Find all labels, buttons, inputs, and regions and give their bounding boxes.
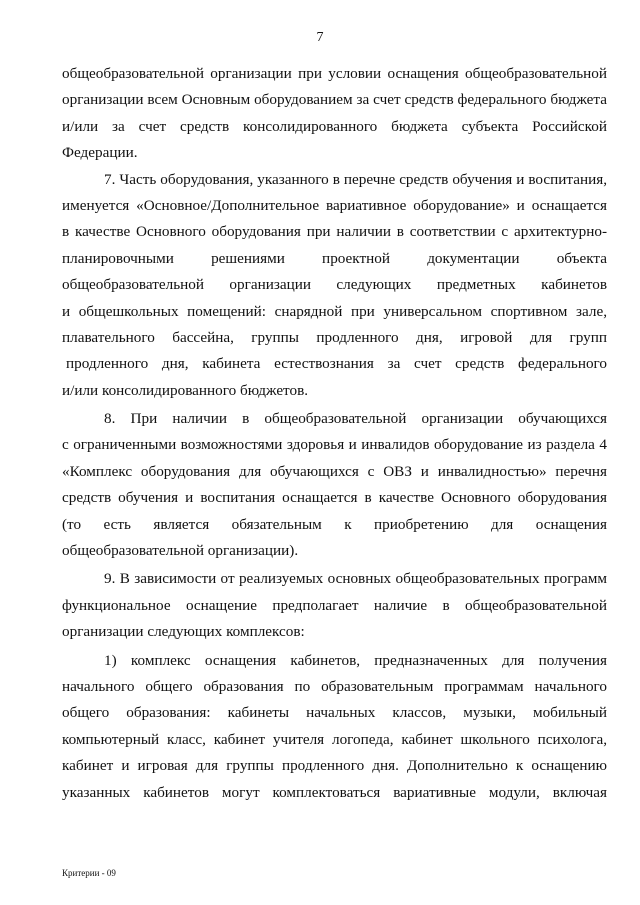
text-line: функциональное оснащение предполагает наличие в общеобразовательной xyxy=(62,596,607,614)
text-line: начального общего образования по образовательным программам начального xyxy=(62,677,607,695)
paragraph-7-line: 7. Часть оборудования, указанного в перечне средств обучения и воспитания, xyxy=(104,170,607,188)
text-line: и/или консолидированного бюджетов. xyxy=(62,381,309,399)
text-line: организации всем Основным оборудованием за счет средств федерального бюджета xyxy=(62,91,607,109)
text-line: плавательного бассейна, группы продленного дня, игровой для групп xyxy=(62,328,607,346)
text-line: компьютерный класс, кабинет учителя логопеда, кабинет школьного психолога, xyxy=(62,730,607,748)
paragraph-9-line: 9. В зависимости от реализуемых основных общеобразовательных программ xyxy=(104,570,607,588)
text-line: продленного дня, кабинета естествознания за счет средств федерального xyxy=(66,355,607,373)
text-line: общего образования: кабинеты начальных классов, музыки, мобильный xyxy=(62,704,607,722)
text-line: в качестве Основного оборудования при наличии в соответствии с архитектурно- xyxy=(62,223,607,241)
text-line: кабинет и игровая для группы продленного дня. Дополнительно к оснащению xyxy=(62,757,607,775)
text-line: общеобразовательной организации следующих предметных кабинетов xyxy=(62,276,607,294)
paragraph-8-line: 8. При наличии в общеобразовательной организации обучающихся xyxy=(104,410,607,428)
text-line: средств обучения и воспитания оснащается в качестве Основного оборудования xyxy=(62,489,607,507)
text-line: «Комплекс оборудования для обучающихся с ОВЗ и инвалидностью» перечня xyxy=(62,462,607,480)
text-line: общеобразовательной организации). xyxy=(62,542,299,560)
text-line: общеобразовательной организации при условии оснащения общеобразовательной xyxy=(62,65,607,82)
text-line: и/или за счет средств консолидированного бюджета субъекта Российской xyxy=(62,117,607,135)
text-line: планировочными решениями проектной документации объекта xyxy=(62,249,607,267)
text-line: именуется «Основное/Дополнительное вариативное оборудование» и оснащается xyxy=(62,196,607,214)
text-line: Федерации. xyxy=(62,144,138,162)
text-line: с ограниченными возможностями здоровья и инвалидов оборудование из раздела 4 xyxy=(62,436,607,454)
text-line: организации следующих комплексов: xyxy=(62,623,305,641)
list-item-1-line: 1) комплекс оснащения кабинетов, предназначенных для получения xyxy=(104,651,607,669)
text-line: указанных кабинетов могут комплектоваться вариативные модули, включая xyxy=(62,783,607,801)
footer-label: Критерии - 09 xyxy=(62,868,116,878)
page-number: 7 xyxy=(316,30,324,45)
text-line: и общешкольных помещений: снарядной при универсальном спортивном зале, xyxy=(62,302,607,320)
text-line: (то есть является обязательным к приобретению для оснащения xyxy=(62,515,607,533)
document-body xyxy=(62,61,607,806)
